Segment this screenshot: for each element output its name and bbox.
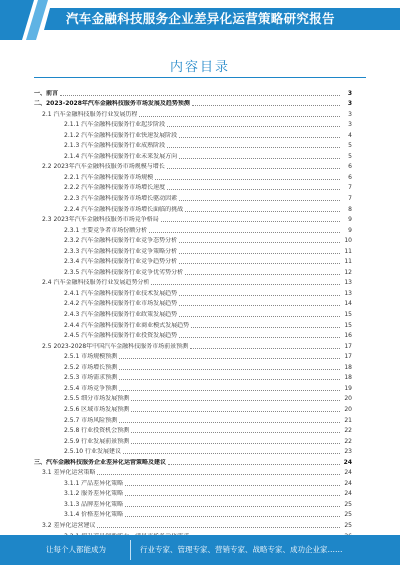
- toc-entry-label: 3.1.1 产品差异化策略: [64, 479, 124, 487]
- toc-entry-label: 2.5.1 市场规模预测: [64, 353, 118, 361]
- toc-entry-page: 3: [348, 110, 352, 118]
- toc-entry[interactable]: [34, 477, 352, 488]
- toc-entry[interactable]: [34, 161, 352, 172]
- toc-entry-page: 4: [348, 131, 352, 139]
- toc-entry[interactable]: [34, 277, 352, 288]
- toc-entry-label: 2.3.4 汽车金融科技服务行业竞争趋势分析: [64, 258, 178, 266]
- toc-leader-dots: [151, 284, 340, 285]
- toc-leader-dots: [149, 232, 340, 233]
- toc-entry[interactable]: [34, 245, 352, 256]
- toc-entry-page: 24: [343, 458, 352, 466]
- footer-slogan-right: 行业专家、管理专家、营销专家、战略专家、成功企业家……: [140, 545, 343, 554]
- toc-leader-dots: [179, 295, 340, 296]
- toc-entry-page: 3: [348, 121, 352, 129]
- toc-entry[interactable]: [34, 319, 352, 330]
- toc-entry-label: 2.5.3 市场需求预测: [64, 374, 118, 382]
- toc-entry[interactable]: [34, 382, 352, 393]
- toc-entry-page: 25: [344, 500, 352, 508]
- toc-leader-dots: [131, 432, 340, 433]
- page-header: [0, 0, 400, 40]
- toc-entry-page: 25: [344, 521, 352, 529]
- toc-entry[interactable]: [34, 435, 352, 446]
- toc-entry-label: 3.1.4 价格差异化策略: [64, 511, 124, 519]
- toc-entry-page: 17: [344, 342, 352, 350]
- toc-leader-dots: [97, 527, 340, 528]
- toc-leader-dots: [167, 189, 340, 190]
- toc-entry-label: 2.4 汽车金融科技服务行业发展趋势分析: [42, 279, 150, 287]
- toc-entry[interactable]: [34, 456, 352, 467]
- toc-leader-dots: [185, 211, 340, 212]
- toc-leader-dots: [167, 168, 340, 169]
- toc-entry-page: 11: [344, 247, 352, 255]
- toc-entry-label: 2.4.3 汽车金融科技服务行业政策发展趋势: [64, 311, 178, 319]
- toc-leader-dots: [179, 242, 340, 243]
- toc-entry[interactable]: [34, 467, 352, 478]
- toc-leader-dots: [123, 453, 340, 454]
- toc-entry-page: 6: [348, 173, 352, 181]
- toc-entry-page: 13: [344, 279, 352, 287]
- toc-entry[interactable]: [34, 519, 352, 530]
- toc-entry-page: 21: [344, 416, 352, 424]
- report-title: 汽车金融科技服务企业差异化运营策略研究报告: [66, 11, 335, 26]
- toc-leader-dots: [119, 390, 340, 391]
- toc-entry-page: 7: [348, 184, 352, 192]
- toc-entry-page: 22: [344, 437, 352, 445]
- toc-entry-label: 3.1.3 品牌差异化策略: [64, 500, 124, 508]
- header-decoration-icon: [0, 0, 60, 40]
- toc-leader-dots: [192, 105, 340, 106]
- toc-entry[interactable]: [34, 129, 352, 140]
- toc-leader-dots: [139, 116, 340, 117]
- toc-entry-page: 23: [344, 448, 352, 456]
- toc-leader-dots: [179, 263, 340, 264]
- toc-leader-dots: [97, 474, 340, 475]
- toc-entry-label: 2.1.4 汽车金融科技服务行业未来发展方向: [64, 152, 178, 160]
- toc-entry[interactable]: [34, 509, 352, 520]
- toc-leader-dots: [131, 411, 340, 412]
- toc-entry-label: 3.2 差异化运营建议: [42, 521, 96, 529]
- toc-entry[interactable]: [34, 171, 352, 182]
- toc-entry-page: 15: [344, 321, 352, 329]
- toc-entry[interactable]: [34, 192, 352, 203]
- toc-entry[interactable]: [34, 351, 352, 362]
- toc-entry[interactable]: [34, 87, 352, 98]
- toc-entry-page: 24: [344, 479, 352, 487]
- toc-entry-page: 15: [344, 311, 352, 319]
- toc-entry[interactable]: [34, 256, 352, 267]
- toc-entry-page: 10: [344, 237, 352, 245]
- toc-entry[interactable]: [34, 361, 352, 372]
- toc-leader-dots: [155, 179, 340, 180]
- toc-leader-dots: [119, 358, 340, 359]
- toc-entry-label: 2.1 汽车金融科技服务行业发展历程: [42, 110, 138, 118]
- toc-entry-page: 13: [344, 289, 352, 297]
- page-footer: [0, 535, 400, 565]
- toc-entry[interactable]: [34, 425, 352, 436]
- toc-entry-label: 2.5.8 行业投资机会预测: [64, 427, 130, 435]
- toc-leader-dots: [125, 516, 340, 517]
- toc-entry-label: 2.4.5 汽车金融科技服务行业投资发展趋势: [64, 332, 178, 340]
- toc-entry-label: 2.3.5 汽车金融科技服务行业竞争优劣势分析: [64, 268, 184, 276]
- toc-entry-page: 25: [344, 511, 352, 519]
- toc-entry-label: 2.1.1 汽车金融科技服务行业起步阶段: [64, 121, 166, 129]
- toc-entry[interactable]: [34, 182, 352, 193]
- toc-leader-dots: [131, 400, 340, 401]
- toc-entry-label: 2.5.10 行业发展建议: [64, 448, 121, 456]
- toc-entry[interactable]: [34, 203, 352, 214]
- toc-entry-label: 2.2.1 汽车金融科技服务市场规模: [64, 173, 154, 181]
- toc-entry-label: 2.5.5 细分市场发展预测: [64, 395, 130, 403]
- toc-entry-page: 3: [347, 100, 352, 108]
- toc-entry[interactable]: [34, 330, 352, 341]
- toc-entry-label: 2.5.7 市场风险预测: [64, 416, 118, 424]
- toc-entry-label: 2.2.4 汽车金融科技服务市场增长面临的挑战: [64, 205, 184, 213]
- toc-leader-dots: [179, 305, 340, 306]
- toc-leader-dots: [161, 221, 340, 222]
- toc-entry-label: 2.4.2 汽车金融科技服务行业市场发展趋势: [64, 300, 178, 308]
- toc-leader-dots: [125, 485, 340, 486]
- toc-leader-dots: [179, 316, 340, 317]
- toc-entry[interactable]: [34, 98, 352, 109]
- toc-entry-page: 16: [344, 332, 352, 340]
- toc-entry[interactable]: [34, 372, 352, 383]
- toc-entry-page: 18: [344, 363, 352, 371]
- toc-entry-page: 24: [344, 469, 352, 477]
- toc-entry-label: 2.1.3 汽车金融科技服务行业成熟阶段: [64, 142, 166, 150]
- toc-entry[interactable]: [34, 150, 352, 161]
- toc-entry-page: 9: [348, 216, 352, 224]
- toc-entry-label: 2.4.4 汽车金融科技服务行业商业模式发展趋势: [64, 321, 190, 329]
- toc-heading: 内容目录: [169, 60, 230, 75]
- toc-leader-dots: [119, 422, 340, 423]
- toc-entry-page: 11: [344, 258, 352, 266]
- toc-leader-dots: [125, 506, 340, 507]
- toc-entry-label: 2.4.1 汽车金融科技服务行业技术发展趋势: [64, 289, 178, 297]
- toc-leader-dots: [179, 200, 340, 201]
- toc-entry[interactable]: [34, 119, 352, 130]
- toc-entry-label: 2.2.2 汽车金融科技服务市场增长速度: [64, 184, 166, 192]
- toc-entry[interactable]: [34, 224, 352, 235]
- toc-entry-label: 2.3.2 汽车金融科技服务行业竞争态势分析: [64, 237, 178, 245]
- toc-leader-dots: [190, 348, 340, 349]
- toc-entry-page: 6: [348, 163, 352, 171]
- toc-entry-label: 二、2023-2028年汽车金融科技服务市场发展及趋势预测: [34, 100, 190, 108]
- toc-leader-dots: [167, 126, 340, 127]
- toc-entry-label: 2.2.3 汽车金融科技服务市场增长驱动因素: [64, 195, 178, 203]
- toc-list: [34, 87, 352, 541]
- toc-entry-label: 3.1 差异化运营策略: [42, 469, 96, 477]
- toc-entry-label: 2.3.3 汽车金融科技服务行业竞争策略分析: [64, 247, 178, 255]
- toc-entry[interactable]: [34, 488, 352, 499]
- toc-entry-page: 22: [344, 427, 352, 435]
- toc-leader-dots: [60, 95, 340, 96]
- footer-divider: [130, 540, 131, 560]
- toc-entry-label: 3.1.2 服务差异化策略: [64, 490, 124, 498]
- toc-entry-page: 7: [348, 195, 352, 203]
- toc-entry-page: 14: [344, 300, 352, 308]
- toc-entry[interactable]: [34, 140, 352, 151]
- toc-leader-dots: [185, 274, 340, 275]
- toc-leader-dots: [179, 158, 340, 159]
- toc-leader-dots: [125, 495, 340, 496]
- toc-entry[interactable]: [34, 214, 352, 225]
- toc-leader-dots: [179, 253, 340, 254]
- toc-entry[interactable]: [34, 308, 352, 319]
- toc-leader-dots: [191, 327, 340, 328]
- toc-leader-dots: [119, 379, 340, 380]
- toc-entry-label: 2.2 2023年汽车金融科技服务市场规模与增长: [42, 163, 165, 171]
- toc-entry[interactable]: [34, 403, 352, 414]
- toc-entry[interactable]: [34, 287, 352, 298]
- toc-entry[interactable]: [34, 414, 352, 425]
- toc-entry[interactable]: [34, 446, 352, 457]
- toc-entry-label: 三、汽车金融科技服务企业差异化运营策略及建议: [34, 458, 167, 466]
- toc-entry-label: 2.3.1 主要竞争者市场份额分析: [64, 226, 148, 234]
- toc-entry[interactable]: [34, 235, 352, 246]
- toc-entry-page: 17: [344, 353, 352, 361]
- toc-entry-label: 一、前言: [34, 89, 59, 97]
- toc-entry[interactable]: [34, 298, 352, 309]
- toc-entry-label: 2.5.9 行业发展前景预测: [64, 437, 130, 445]
- toc-rule-top: [34, 77, 366, 78]
- toc-entry-label: 2.5.4 市场竞争预测: [64, 384, 118, 392]
- toc-entry-page: 19: [344, 384, 352, 392]
- toc-leader-dots: [131, 443, 340, 444]
- footer-slogan-left: 让每个人都能成为: [46, 545, 106, 554]
- toc-entry-label: 2.5.2 市场增长预测: [64, 363, 118, 371]
- toc-entry-page: 20: [344, 405, 352, 413]
- toc-entry-page: 5: [348, 142, 352, 150]
- toc-leader-dots: [179, 337, 340, 338]
- toc-entry-page: 3: [347, 89, 352, 97]
- toc-entry[interactable]: [34, 266, 352, 277]
- toc-entry-page: 20: [344, 395, 352, 403]
- toc-entry-page: 9: [348, 226, 352, 234]
- toc-leader-dots: [167, 147, 340, 148]
- toc-entry-page: 8: [348, 205, 352, 213]
- toc-entry-page: 24: [344, 490, 352, 498]
- toc-entry[interactable]: [34, 393, 352, 404]
- toc-entry-page: 12: [344, 268, 352, 276]
- toc-entry[interactable]: [34, 108, 352, 119]
- toc-leader-dots: [179, 137, 340, 138]
- toc-entry-page: 5: [348, 152, 352, 160]
- toc-entry-page: 18: [344, 374, 352, 382]
- toc-entry-label: 2.5.6 区域市场发展预测: [64, 405, 130, 413]
- toc-leader-dots: [119, 369, 340, 370]
- toc-entry-label: 2.1.2 汽车金融科技服务行业快速发展阶段: [64, 131, 178, 139]
- toc-entry[interactable]: [34, 498, 352, 509]
- toc-leader-dots: [168, 464, 340, 465]
- toc-entry-label: 2.5 2023-2028年中国汽车金融科技服务市场前景预测: [42, 342, 189, 350]
- toc-entry-label: 2.3 2023年汽车金融科技服务市场竞争格局: [42, 216, 159, 224]
- toc-entry[interactable]: [34, 340, 352, 351]
